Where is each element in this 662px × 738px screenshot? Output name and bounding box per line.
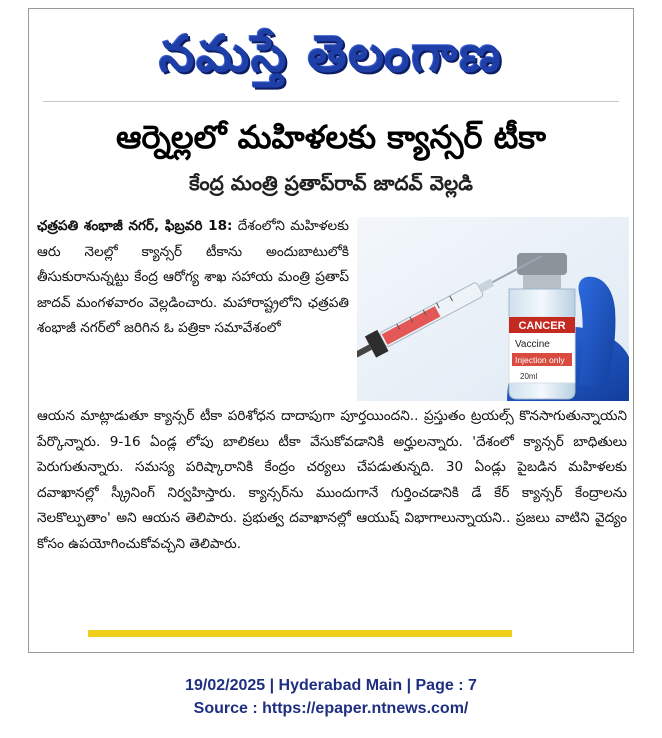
clip-footer (0, 674, 662, 720)
vial-label-line2: Injection only (515, 355, 565, 365)
news-clipping (28, 8, 634, 653)
vial-label-volume: 20ml (520, 372, 538, 381)
article-subheadline: కేంద్ర మంత్రి ప్రతాప్‌రావ్ జాదవ్ వెల్లడి (189, 171, 473, 195)
article-body-top (37, 214, 349, 342)
vaccine-photo (357, 217, 629, 401)
newspaper-masthead: నమస్తే తెలంగాణ (159, 25, 503, 83)
source-link[interactable]: Source : https://epaper.ntnews.com/ (193, 700, 469, 717)
article-headline: ఆర్నెల్లలో మహిళలకు క్యాన్సర్ టీకా (115, 118, 547, 156)
vial-label-main: CANCER (518, 320, 566, 332)
yellow-divider-bar (88, 630, 512, 637)
vial-label-line1: Vaccine (515, 339, 550, 350)
vaccine-illustration (357, 217, 629, 401)
article-text-beside-photo: దేశంలోని మహిళలకు ఆరు నెలల్లో క్యాన్సర్ టీకాను అందుబాటులోకి తీసుకురానున్నట్టు కేంద్ర ఆరోగ్య శాఖ సహాయ మంత్రి ప్రతాప్ జాదవ్ మంగళవారం వెల్లడించారు. మహారాష్ట్రలోని ఛత్రపతి శంభాజీ నగర్‌లో జరిగిన ఓ పత్రికా సమావేశంలో (37, 218, 349, 336)
masthead-divider (43, 101, 619, 102)
article-dateline: ఛత్రపతి శంభాజీ నగర్, ఫిబ్రవరి 18: (37, 218, 233, 234)
edition-info: 19/02/2025 | Hyderabad Main | Page : 7 (185, 677, 477, 694)
article-body-bottom: ఆయన మాట్లాడుతూ క్యాన్సర్ టీకా పరిశోధన దాదాపుగా పూర్తయిందని.. ప్రస్తుతం ట్రయల్స్ కొనసాగుతున్నాయని పేర్కొన్నారు. 9-16 ఏండ్ల లోపు బాలికలు టీకా వేసుకోవడానికి అర్హులన్నారు. 'దేశంలో క్యాన్సర్ బాధితులు పెరుగుతున్నారు. సమస్య పరిష్కారానికి కేంద్రం చర్యలు చేపడుతున్నది. 30 ఏండ్లు పైబడిన మహిళలకు దవాఖానల్లో స్క్రీనింగ్ నిర్వహిస్తారు. క్యాన్సర్‌ను ముందుగానే గుర్తించడానికి డే కేర్ క్యాన్సర్ కేంద్రాలను నెలకొల్పుతాం' అని ఆయన తెలిపారు. ప్రభుత్వ దవాఖానల్లో ఆయుష్ విభాగాలున్నాయని.. ప్రజలు వాటిని వైద్యం కోసం ఉపయోగించుకోవచ్చని తెలిపారు. (37, 408, 627, 552)
